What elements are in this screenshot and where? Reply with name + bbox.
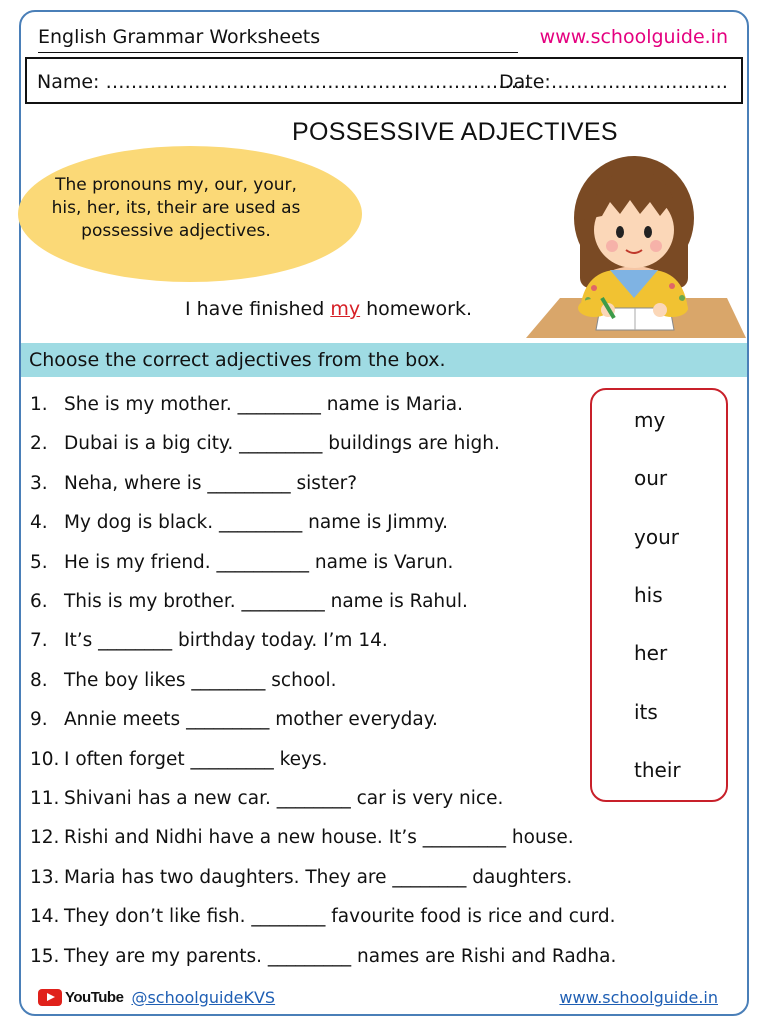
question-number: 3. — [30, 472, 48, 494]
question-number: 8. — [30, 669, 48, 691]
question-number: 10. — [30, 748, 60, 770]
question-item[interactable] — [30, 473, 357, 499]
question-number: 4. — [30, 512, 48, 534]
word-option: my — [634, 408, 666, 432]
word-option: our — [634, 466, 668, 490]
youtube-logo-icon — [38, 989, 62, 1006]
example-after: homework. — [360, 298, 473, 320]
question-text: The boy likes ________ school. — [64, 669, 337, 691]
question-item[interactable] — [30, 433, 500, 459]
word-option: his — [634, 583, 663, 607]
word-box — [590, 388, 728, 802]
question-text: They are my parents. _________ names are Rishi and Radha. — [64, 945, 617, 967]
footer-youtube[interactable] — [38, 986, 275, 1008]
question-number: 6. — [30, 591, 48, 612]
question-number: 15. — [30, 945, 60, 967]
question-item[interactable] — [30, 670, 337, 696]
question-text: I often forget _________ keys. — [64, 748, 328, 770]
question-item[interactable] — [30, 946, 616, 972]
question-text: Shivani has a new car. ________ car is very nice. — [64, 788, 504, 809]
word-option: her — [634, 641, 668, 665]
word-option: their — [634, 758, 681, 782]
question-item[interactable] — [30, 788, 503, 814]
question-text: This is my brother. _________ name is Rahul. — [64, 591, 468, 612]
question-number: 1. — [30, 394, 48, 415]
youtube-label: YouTube — [65, 988, 124, 1006]
info-bubble-text: The pronouns my, our, your, his, her, its, their are used as possessive adjectives. — [51, 175, 301, 241]
footer-url-link[interactable]: www.schoolguide.in — [559, 988, 718, 1007]
question-item[interactable] — [30, 552, 453, 578]
question-text: They don’t like fish. ________ favourite food is rice and curd. — [64, 906, 616, 928]
header-url[interactable]: www.schoolguide.in — [539, 26, 728, 48]
question-item[interactable] — [30, 630, 388, 656]
header-title: English Grammar Worksheets — [38, 26, 321, 48]
question-number: 5. — [30, 551, 48, 573]
question-item[interactable] — [30, 709, 438, 735]
question-number: 7. — [30, 630, 48, 652]
question-number: 11. — [30, 788, 60, 809]
instruction-text: Choose the correct adjectives from the box. — [29, 349, 446, 371]
question-number: 12. — [30, 827, 60, 849]
example-before: I have finished — [185, 298, 331, 320]
example-sentence — [185, 298, 472, 320]
question-item[interactable] — [30, 827, 574, 853]
girl-writing-illustration — [522, 148, 746, 338]
instruction-banner — [21, 343, 747, 377]
question-item[interactable] — [30, 394, 463, 420]
name-date-box — [25, 57, 743, 104]
question-text: It’s ________ birthday today. I’m 14. — [64, 630, 388, 652]
header — [38, 26, 728, 50]
question-text: She is my mother. _________ name is Maria. — [64, 394, 464, 415]
question-text: Maria has two daughters. They are ________ daughters. — [64, 866, 573, 888]
question-text: Annie meets _________ mother everyday. — [64, 709, 438, 731]
word-option: your — [634, 524, 679, 549]
question-item[interactable] — [30, 512, 448, 538]
question-item[interactable] — [30, 906, 616, 932]
question-text: He is my friend. __________ name is Varun. — [64, 551, 454, 573]
name-field[interactable]: Name: …………………………………………………………. — [37, 71, 530, 93]
question-text: Rishi and Nidhi have a new house. It’s _________ house. — [64, 827, 574, 849]
question-number: 2. — [30, 433, 48, 455]
date-field[interactable]: Date:………………………. — [499, 71, 728, 93]
example-highlight: my — [330, 298, 361, 320]
question-text: Dubai is a big city. _________ buildings are high. — [64, 433, 500, 455]
question-number: 13. — [30, 866, 60, 888]
header-underline — [38, 52, 518, 54]
question-number: 14. — [30, 906, 60, 928]
youtube-handle-link[interactable]: @schoolguideKVS — [131, 987, 276, 1007]
question-item[interactable] — [30, 867, 572, 893]
word-option: its — [634, 700, 658, 724]
question-item[interactable] — [30, 591, 468, 617]
question-text: Neha, where is _________ sister? — [64, 472, 358, 494]
page-title: POSSESSIVE ADJECTIVES — [292, 118, 618, 146]
question-number: 9. — [30, 709, 48, 731]
question-item[interactable] — [30, 749, 328, 775]
question-text: My dog is black. _________ name is Jimmy. — [64, 512, 448, 534]
